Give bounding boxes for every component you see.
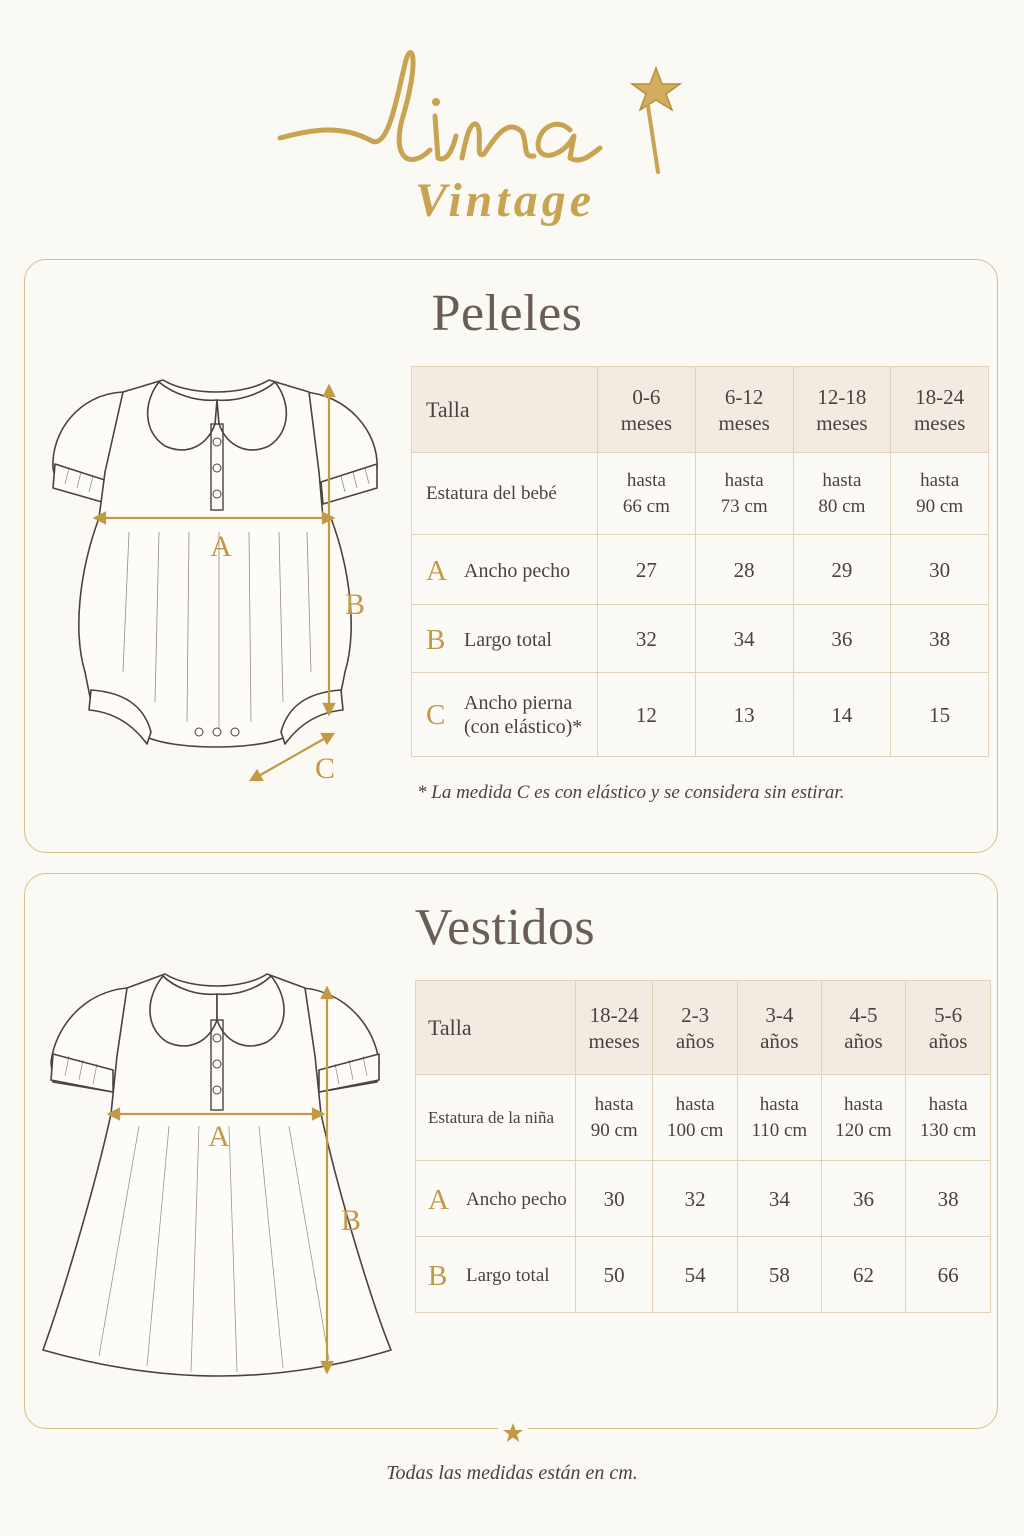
measure-b-label: B bbox=[340, 1204, 362, 1237]
brand-subtitle: Vintage bbox=[414, 174, 596, 227]
dress-illustration bbox=[39, 966, 399, 1386]
peleles-size-table: Talla 0-6 meses 6-12 meses 12-18 meses 18-24 meses Estatura del bebé hasta 66 cm hasta 73 cm hasta 80 cm hasta 90 cm A Ancho pecho 27 28 29 30 B Largo total 32 34 36 38 C Ancho pierna (con elástico)* 12 13 14 15 bbox=[411, 366, 989, 757]
table-row: A Ancho pecho 30 32 34 36 38 bbox=[416, 1161, 991, 1237]
vestidos-size-table: Talla 18-24 meses 2-3 años 3-4 años 4-5 años 5-6 años Estatura de la niña hasta 90 cm hasta 100 cm hasta 110 cm hasta 120 cm hasta 130 cm A Ancho pecho 30 32 34 36 38 B Largo total 50 54 58 62 66 bbox=[415, 980, 991, 1313]
brand-name: lina bbox=[520, 55, 522, 56]
peleles-note: * La medida C es con elástico y se considera sin estirar. bbox=[417, 782, 845, 803]
footer-note: Todas las medidas están en cm. bbox=[386, 1462, 638, 1484]
vestidos-title: Vestidos bbox=[414, 899, 596, 956]
measure-b-label: B bbox=[344, 588, 366, 621]
table-row: Estatura del bebé hasta 66 cm hasta 73 cm hasta 80 cm hasta 90 cm bbox=[412, 453, 989, 535]
table-row: B Largo total 50 54 58 62 66 bbox=[416, 1237, 991, 1313]
table-row: A Ancho pecho 27 28 29 30 bbox=[412, 535, 989, 605]
vestidos-panel bbox=[24, 873, 998, 1429]
brand-logo bbox=[270, 40, 710, 240]
table-row: C Ancho pierna (con elástico)* 12 13 14 15 bbox=[412, 673, 989, 757]
measure-a-label: A bbox=[210, 530, 232, 563]
measure-a-label: A bbox=[208, 1120, 230, 1153]
star-icon bbox=[498, 1418, 528, 1448]
peleles-title: Peleles bbox=[431, 285, 583, 342]
table-row: Estatura de la niña hasta 90 cm hasta 100 cm hasta 110 cm hasta 120 cm hasta 130 cm bbox=[416, 1075, 991, 1161]
romper-illustration bbox=[39, 372, 399, 792]
measure-c-label: C bbox=[314, 752, 336, 785]
header-label: Talla bbox=[412, 367, 598, 453]
peleles-panel bbox=[24, 259, 998, 853]
header-label: Talla bbox=[416, 981, 576, 1075]
table-row: B Largo total 32 34 36 38 bbox=[412, 605, 989, 673]
